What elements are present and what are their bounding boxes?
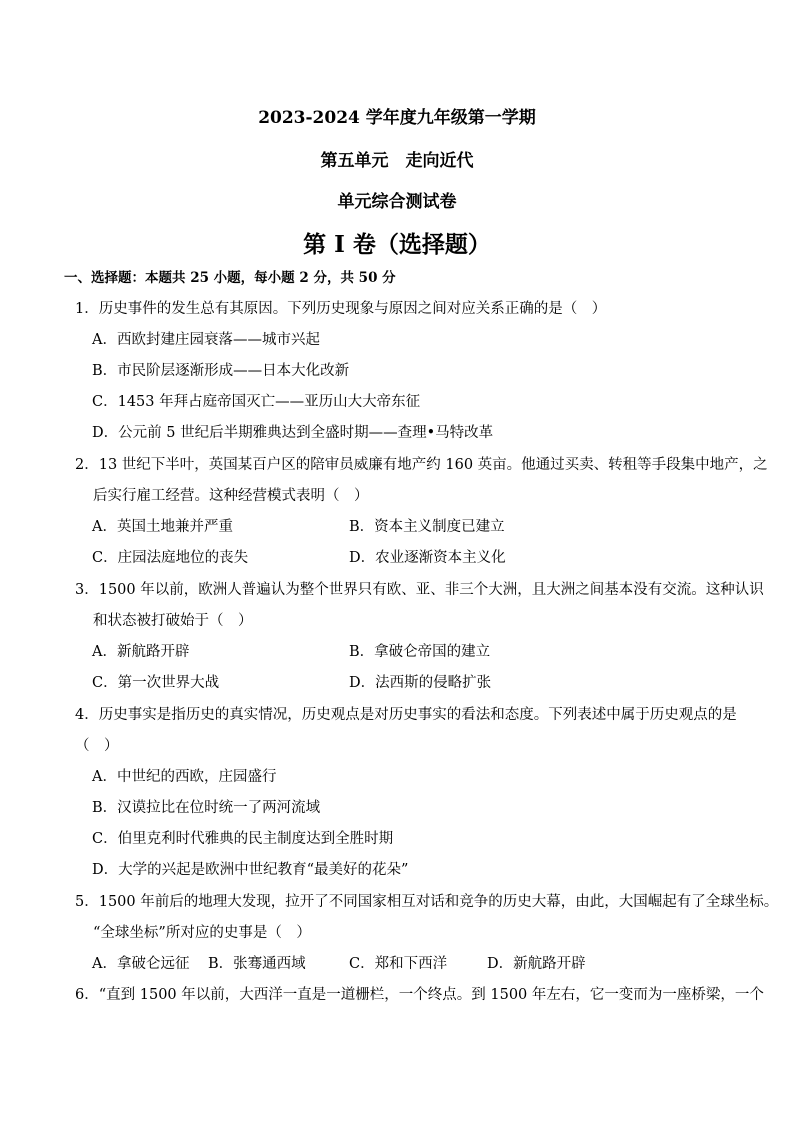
- question-1-option-b: B．市民阶层逐渐形成——日本大化改新: [92, 363, 350, 379]
- question-2-stem-line-1: 2．13 世纪下半叶，英国某百户区的陪审员威廉有地产约 160 英亩。他通过买卖、转租等手段集中地产，之: [75, 457, 768, 473]
- question-5-stem-line-1: 5．1500 年前后的地理大发现，拉开了不同国家相互对话和竞争的历史大幕，由此，大国崛起有了全球坐标。: [75, 894, 779, 910]
- question-1-option-c: C．1453 年拜占庭帝国灭亡——亚历山大大帝东征: [92, 394, 421, 410]
- question-1-option-d: D．公元前 5 世纪后半期雅典达到全盛时期——查理•马特改革: [92, 425, 494, 441]
- question-6-stem-line-1: 6．“直到 1500 年以前，大西洋一直是一道栅栏，一个终点。到 1500 年左右，它一变而为一座桥梁，一个: [75, 987, 764, 1003]
- question-5-option-b: B．张骞通西域: [208, 956, 306, 972]
- question-1-option-a: A．西欧封建庄园衰落——城市兴起: [92, 332, 320, 348]
- question-5-option-a: A．拿破仑远征: [92, 956, 190, 972]
- question-4-stem-line-2: （ ）: [75, 738, 119, 754]
- year-title: 2023-2024 学年度九年级第一学期: [258, 108, 536, 128]
- question-4-option-b: B．汉谟拉比在位时统一了两河流域: [92, 800, 321, 816]
- question-1-stem: 1．历史事件的发生总有其原因。下列历史现象与原因之间对应关系正确的是（ ）: [75, 301, 607, 317]
- question-3-stem-line-2: 和状态被打破始于（ ）: [93, 613, 253, 629]
- question-4-stem-line-1: 4．历史事实是指历史的真实情况，历史观点是对历史事实的看法和态度。下列表述中属于历史观点的是: [75, 707, 737, 723]
- volume-title: 第 I 卷（选择题）: [303, 231, 491, 258]
- question-2-option-a: A．英国土地兼并严重: [92, 519, 233, 535]
- question-2-option-d: D．农业逐渐资本主义化: [349, 550, 506, 566]
- question-3-option-d: D．法西斯的侵略扩张: [349, 675, 492, 691]
- test-title: 单元综合测试卷: [337, 192, 457, 212]
- unit-title: 第五单元 走向近代: [320, 151, 474, 171]
- question-5-option-c: C．郑和下西洋: [349, 956, 448, 972]
- question-4-option-a: A．中世纪的西欧，庄园盛行: [92, 769, 277, 785]
- question-3-option-b: B．拿破仑帝国的建立: [349, 644, 491, 660]
- question-3-option-c: C．第一次世界大战: [92, 675, 220, 691]
- question-3-option-a: A．新航路开辟: [92, 644, 190, 660]
- question-4-option-d: D．大学的兴起是欧洲中世纪教育“最美好的花朵”: [92, 862, 409, 878]
- question-5-option-d: D．新航路开辟: [487, 956, 586, 972]
- question-2-stem-line-2: 后实行雇工经营。这种经营模式表明（ ）: [93, 488, 369, 504]
- question-5-stem-line-2: “全球坐标”所对应的史事是（ ）: [93, 925, 311, 941]
- question-2-option-b: B．资本主义制度已建立: [349, 519, 505, 535]
- section-heading: 一、选择题：本题共 25 小题，每小题 2 分，共 50 分: [64, 270, 396, 286]
- question-2-option-c: C．庄园法庭地位的丧失: [92, 550, 249, 566]
- question-3-stem-line-1: 3．1500 年以前，欧洲人普遍认为整个世界只有欧、亚、非三个大洲，且大洲之间基本没有交流。这种认识: [75, 582, 764, 598]
- question-4-option-c: C．伯里克利时代雅典的民主制度达到全胜时期: [92, 831, 394, 847]
